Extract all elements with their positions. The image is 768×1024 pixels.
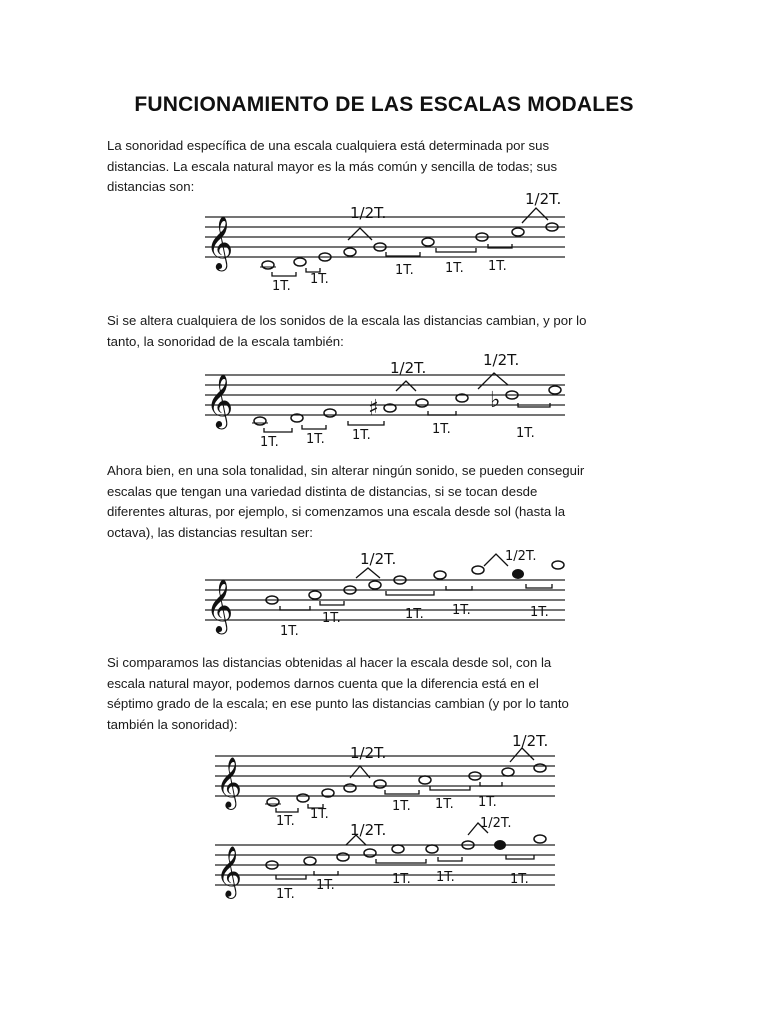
staff-comparison-top	[210, 730, 560, 829]
note	[534, 764, 546, 772]
note	[374, 780, 386, 788]
interval-label: 1/2T.	[350, 821, 387, 839]
note	[254, 417, 266, 425]
note	[392, 845, 404, 853]
filled-note	[494, 840, 506, 850]
interval-label: 1T.	[445, 261, 464, 276]
paragraph-line: La sonoridad específica de una escala cualquiera está determinada por sus	[107, 138, 550, 153]
paragraph-line: séptimo grado de la escala; en ese punto las distancias cambian (y por lo tanto	[107, 696, 569, 711]
treble-clef-icon: 𝄞	[206, 578, 234, 632]
note	[434, 571, 446, 579]
note	[472, 566, 484, 574]
paragraph-4	[107, 653, 667, 735]
paragraph-line: tanto, la sonoridad de la escala también:	[107, 333, 344, 349]
note	[549, 386, 561, 394]
interval-label: 1T.	[478, 795, 497, 810]
interval-label: 1T.	[352, 428, 371, 443]
interval-label: 1T.	[395, 263, 414, 278]
paragraph-line: octava), las distancias resultan ser:	[107, 524, 313, 540]
staff-lines	[205, 580, 565, 620]
paragraph-line: diferentes alturas, por ejemplo, si comenzamos una escala desde sol (hasta la	[107, 504, 566, 519]
flat-icon: ♭	[490, 388, 501, 413]
staff-scale-from-sol	[200, 548, 570, 653]
treble-clef-icon: 𝄞	[216, 757, 243, 808]
interval-label: 1/2T.	[350, 204, 387, 222]
interval-label: 1T.	[310, 272, 329, 287]
treble-clef-icon: 𝄞	[216, 846, 243, 897]
note	[324, 409, 336, 417]
note	[294, 258, 306, 266]
interval-label: 1T.	[530, 605, 549, 620]
paragraph-line: distancias. La escala natural mayor es la más común y sencilla de todas; sus	[107, 158, 558, 174]
treble-clef-icon: 𝄞	[206, 215, 234, 269]
interval-label: 1T.	[516, 426, 535, 441]
interval-label: 1T.	[436, 870, 455, 885]
note	[297, 794, 309, 802]
note	[344, 248, 356, 256]
interval-label: 1/2T.	[483, 351, 520, 369]
note	[416, 399, 428, 407]
note	[422, 238, 434, 246]
note	[426, 845, 438, 853]
interval-label: 1T.	[322, 611, 341, 626]
paragraph-line: escalas que tengan una variedad distinta de distancias, si se tocan desde	[107, 483, 538, 499]
interval-brackets	[276, 823, 534, 879]
interval-label: 1T.	[280, 624, 299, 639]
note	[304, 857, 316, 865]
paragraph-1	[107, 136, 667, 198]
paragraph-line: también la sonoridad):	[107, 716, 238, 732]
interval-label: 1T.	[276, 814, 295, 829]
page-title: FUNCIONAMIENTO DE LAS ESCALAS MODALES	[134, 93, 634, 116]
note	[364, 849, 376, 857]
interval-label: 1T.	[392, 799, 411, 814]
interval-label: 1/2T.	[350, 744, 387, 762]
paragraph-line: escala natural mayor, podemos darnos cuenta que la diferencia está en el	[107, 675, 539, 691]
paragraph-line: Ahora bien, en una sola tonalidad, sin alterar ningún sonido, se pueden conseguir	[107, 463, 585, 478]
interval-label: 1T.	[310, 807, 329, 822]
filled-note	[512, 569, 524, 579]
notes	[266, 561, 564, 604]
interval-label: 1T.	[510, 872, 529, 887]
paragraph-line: Si comparamos las distancias obtenidas al hacer la escala desde sol, con la	[107, 655, 552, 670]
treble-clef-icon: 𝄞	[206, 373, 234, 427]
interval-label: 1T.	[405, 607, 424, 622]
interval-label: 1/2T.	[480, 816, 512, 831]
interval-label: 1T.	[488, 259, 507, 274]
note	[369, 581, 381, 589]
note	[309, 591, 321, 599]
interval-label: 1T.	[306, 432, 325, 447]
staff-major-scale	[200, 190, 570, 295]
interval-label: 1/2T.	[525, 190, 562, 208]
interval-label: 1T.	[392, 872, 411, 887]
sharp-icon: ♯	[368, 396, 379, 421]
note	[267, 798, 279, 806]
interval-brackets	[264, 373, 550, 432]
interval-label: 1/2T.	[360, 550, 397, 568]
note	[552, 561, 564, 569]
paragraph-line: Si se altera cualquiera de los sonidos de la escala las distancias cambian, y por lo	[107, 313, 587, 328]
interval-label: 1/2T.	[505, 549, 537, 564]
staff-comparison-bottom	[210, 815, 560, 910]
interval-label: 1T.	[432, 422, 451, 437]
note	[344, 784, 356, 792]
note	[419, 776, 431, 784]
note	[262, 261, 274, 269]
interval-label: 1T.	[452, 603, 471, 618]
note	[534, 835, 546, 843]
note	[502, 768, 514, 776]
paragraph-line: distancias son:	[107, 179, 195, 194]
note	[512, 228, 524, 236]
interval-label: 1T.	[272, 279, 291, 294]
staff-lines	[205, 217, 565, 257]
interval-label: 1/2T.	[390, 359, 427, 377]
interval-label: 1T.	[260, 435, 279, 450]
note	[337, 853, 349, 861]
interval-label: 1T.	[435, 797, 454, 812]
interval-label: 1/2T.	[512, 732, 549, 750]
interval-label: 1T.	[316, 878, 335, 893]
staff-altered-scale	[200, 345, 570, 450]
interval-label: 1T.	[276, 887, 295, 902]
paragraph-3	[107, 461, 667, 543]
notes	[266, 835, 546, 869]
